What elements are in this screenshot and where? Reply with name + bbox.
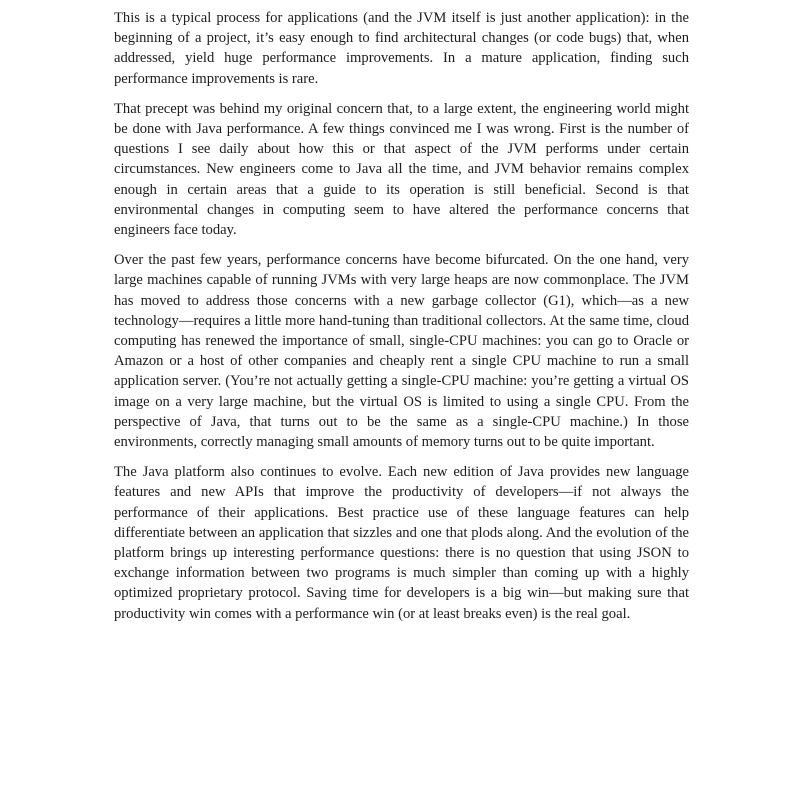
paragraph-precept: That precept was behind my original concern that, to a large extent, the engineering world might be done with Java performance. A few things convinced me I was wrong. First is the number of questions I see daily about how this or that aspect of the JVM performs under certain circumstances. New engineers come to Java all the time, and JVM behavior remains complex enough in certain areas that a guide to its operation is still beneficial. Second is that environmental changes in computing seem to have altered the performance concerns that engineers face today. xyxy=(114,100,689,239)
paragraph-bifurcated: Over the past few years, performance concerns have become bifurcated. On the one hand, very large machines capable of running JVMs with very large heaps are now commonplace. The JVM has moved to address those concerns with a new garbage collector (G1), which—as a new technology—requires a little more hand-tuning than traditional collectors. At the same time, cloud computing has renewed the importance of small, single-CPU machines: you can go to Oracle or Amazon or a host of other companies and cheaply rent a single CPU machine to run a small application server. (You’re not actually getting a single-CPU machine: you’re getting a virtual OS image on a very large machine, but the virtual OS is limited to using a single CPU. From the perspective of Java, that turns out to be the same as a single-CPU machine.) In those environments, correctly managing small amounts of memory turns out to be quite important. xyxy=(114,252,689,451)
body-text xyxy=(114,8,689,634)
paragraph-process: This is a typical process for applications (and the JVM itself is just another application): in the beginning of a project, it’s easy enough to find architectural changes (or code bugs) that, when addressed, yield huge performance improvements. In a mature application, finding such performance improvements is rare. xyxy=(114,10,689,87)
paragraph-platform: The Java platform also continues to evolve. Each new edition of Java provides new language features and new APIs that improve the productivity of developers—if not always the performance of their applications. Best practice use of these language features can help differentiate between an application that sizzles and one that plods along. And the evolution of the platform brings up interesting performance questions: there is no question that using JSON to exchange information between two programs is much simpler than coming up with a highly optimized proprietary protocol. Saving time for developers is a big win—but making sure that productivity win comes with a performance win (or at least breaks even) is the real goal. xyxy=(114,464,689,622)
